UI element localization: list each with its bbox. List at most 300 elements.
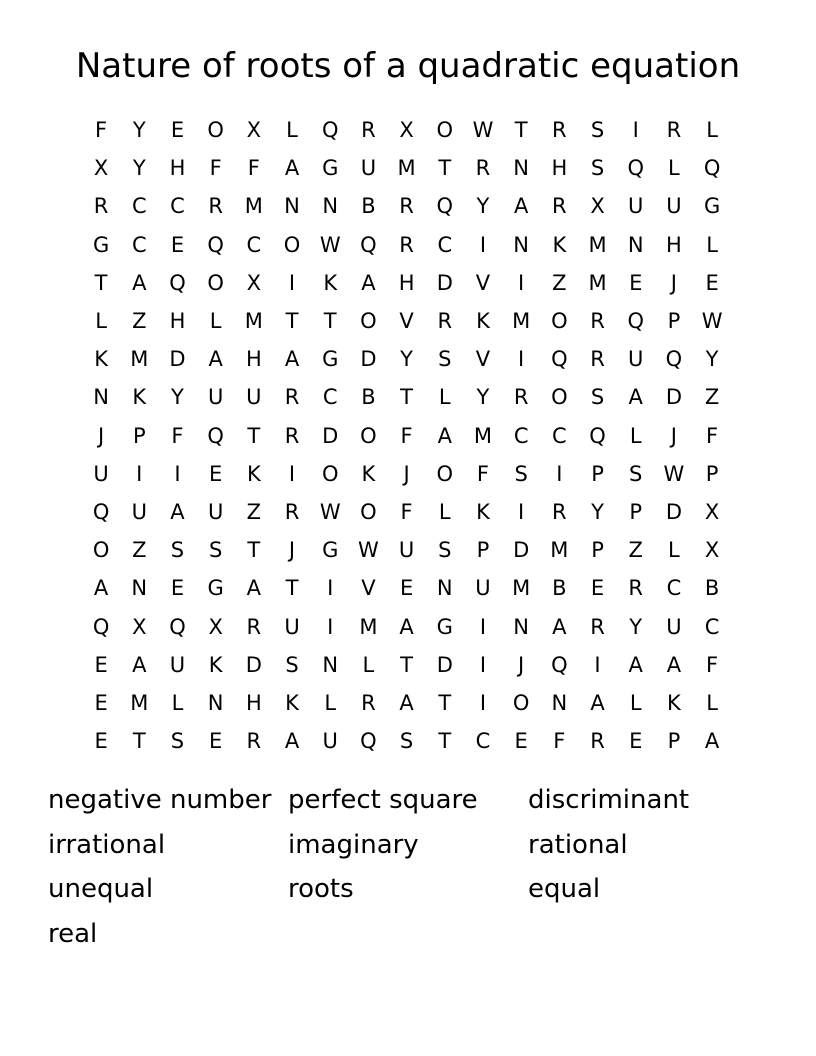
grid-letter: Y <box>132 156 146 181</box>
grid-letter: R <box>208 194 223 219</box>
grid-letter: C <box>475 729 491 754</box>
grid-letter: O <box>321 461 339 486</box>
grid-letter: N <box>513 156 530 181</box>
grid-letter: M <box>512 576 531 601</box>
grid-letter: R <box>590 347 605 372</box>
grid-letter: M <box>473 423 493 448</box>
grid-letter: J <box>518 652 525 677</box>
grid-letter: I <box>556 461 563 486</box>
grid-letter: U <box>207 385 224 410</box>
grid-letter: A <box>284 347 300 372</box>
grid-letter: C <box>322 385 338 410</box>
grid-letter: F <box>95 118 108 143</box>
grid-letter: N <box>513 614 530 639</box>
grid-letter: T <box>132 729 146 754</box>
grid-letter: R <box>666 118 682 143</box>
grid-letter: H <box>169 309 186 334</box>
grid-letter: T <box>400 652 413 677</box>
grid-letter: R <box>246 614 262 639</box>
grid-letter: V <box>399 309 414 334</box>
grid-letter: R <box>284 385 300 410</box>
grid-letter: Y <box>171 385 184 410</box>
grid-letter: X <box>208 614 223 639</box>
grid-letter: A <box>437 423 452 448</box>
grid-letter: V <box>475 347 491 372</box>
grid-letter: N <box>93 385 109 410</box>
grid-letter: L <box>438 385 451 410</box>
grid-letter: A <box>666 652 682 677</box>
grid-letter: L <box>171 690 184 715</box>
grid-letter: W <box>663 461 685 486</box>
grid-letter: F <box>171 423 184 448</box>
grid-letter: P <box>705 461 719 486</box>
grid-letter: D <box>169 347 186 372</box>
grid-letter: G <box>207 576 224 601</box>
grid-letter: E <box>170 576 185 601</box>
grid-letter: R <box>361 118 376 143</box>
word-list <box>48 778 768 956</box>
grid-letter: O <box>512 690 530 715</box>
grid-letter: L <box>668 538 680 563</box>
grid-letter: I <box>136 461 143 486</box>
grid-letter: O <box>92 538 110 563</box>
grid-letter: I <box>479 232 487 257</box>
grid-letter: Q <box>627 309 644 334</box>
grid-letter: K <box>476 309 490 334</box>
grid-letter: K <box>667 690 681 715</box>
grid-letter: K <box>285 690 299 715</box>
grid-letter: R <box>590 614 605 639</box>
grid-letter: R <box>437 309 453 334</box>
grid-letter: C <box>131 194 147 219</box>
grid-letter: U <box>93 461 109 486</box>
grid-letter: R <box>628 576 644 601</box>
grid-letter: F <box>553 729 566 754</box>
grid-letter: F <box>247 156 260 181</box>
grid-letter: Z <box>132 309 147 334</box>
grid-letter: H <box>398 270 415 295</box>
grid-letter: E <box>514 729 528 754</box>
word-list-item: roots <box>288 874 354 904</box>
grid-letter: O <box>360 423 377 448</box>
word-list-item: equal <box>528 874 601 904</box>
grid-letter: K <box>208 652 223 677</box>
grid-letter: Y <box>400 347 413 372</box>
grid-letter: J <box>97 423 105 448</box>
grid-letter: U <box>207 499 224 524</box>
grid-letter: K <box>323 270 338 295</box>
grid-letter: R <box>513 385 529 410</box>
grid-letter: N <box>627 232 644 257</box>
grid-letter: A <box>399 690 414 715</box>
grid-letter: A <box>628 385 643 410</box>
grid-letter: A <box>246 576 262 601</box>
grid-letter: B <box>361 385 376 410</box>
grid-letter: X <box>246 270 262 295</box>
grid-letter: P <box>591 461 604 486</box>
grid-letter: N <box>207 690 224 715</box>
grid-letter: R <box>93 194 109 219</box>
grid-letter: A <box>590 690 605 715</box>
grid-letter: L <box>706 690 718 715</box>
grid-letter: D <box>665 385 682 410</box>
word-list-item: imaginary <box>288 829 419 860</box>
grid-letter: O <box>207 118 224 143</box>
grid-letter: E <box>94 652 108 677</box>
grid-letter: I <box>174 461 181 486</box>
grid-letter: A <box>132 652 147 677</box>
grid-letter: O <box>207 270 224 295</box>
grid-letter: N <box>551 690 568 715</box>
grid-letter: Q <box>169 614 186 639</box>
grid-letter: L <box>324 690 337 715</box>
grid-letter: T <box>438 690 452 715</box>
grid-letter: A <box>208 347 223 372</box>
grid-letter: B <box>361 194 376 219</box>
grid-letter: T <box>285 309 299 334</box>
grid-letter: D <box>665 499 682 524</box>
grid-letter: M <box>359 614 378 639</box>
grid-letter: P <box>132 423 146 448</box>
grid-letter: X <box>704 538 720 563</box>
grid-letter: M <box>512 309 531 334</box>
grid-letter: V <box>361 576 376 601</box>
grid-letter: H <box>245 690 262 715</box>
grid-letter: E <box>170 232 185 257</box>
grid-letter: T <box>247 423 261 448</box>
grid-letter: P <box>476 538 490 563</box>
grid-letter: M <box>130 690 149 715</box>
grid-letter: O <box>283 232 301 257</box>
grid-letter: K <box>361 461 376 486</box>
grid-letter: W <box>701 309 723 334</box>
grid-letter: U <box>246 385 262 410</box>
grid-letter: Q <box>360 232 377 257</box>
grid-letter: C <box>170 194 185 219</box>
grid-letter: Q <box>92 614 110 639</box>
grid-letter: S <box>590 156 605 181</box>
grid-letter: W <box>358 538 379 563</box>
grid-letter: B <box>704 576 720 601</box>
grid-letter: Z <box>704 385 720 410</box>
grid-letter: E <box>629 729 643 754</box>
grid-letter: C <box>704 614 720 639</box>
grid-letter: L <box>706 118 718 143</box>
grid-letter: S <box>438 538 452 563</box>
grid-letter: Y <box>476 194 490 219</box>
grid-letter: R <box>475 156 491 181</box>
grid-letter: X <box>590 194 605 219</box>
grid-letter: O <box>551 385 568 410</box>
grid-letter: J <box>288 538 296 563</box>
grid-letter: G <box>436 614 453 639</box>
grid-letter: Q <box>627 156 644 181</box>
grid-letter: Y <box>132 118 146 143</box>
grid-letter: S <box>208 538 223 563</box>
grid-letter: Y <box>705 347 719 372</box>
grid-letter: E <box>590 576 605 601</box>
grid-letter: I <box>594 652 601 677</box>
grid-letter: I <box>479 690 487 715</box>
grid-letter: T <box>285 576 299 601</box>
grid-letter: W <box>319 499 341 524</box>
grid-letter: E <box>94 690 108 715</box>
grid-letter: S <box>170 538 185 563</box>
grid-letter: S <box>514 461 528 486</box>
grid-letter: U <box>360 156 377 181</box>
grid-letter: U <box>398 538 415 563</box>
grid-letter: E <box>170 118 185 143</box>
grid-letter: D <box>513 538 530 563</box>
grid-letter: A <box>132 270 147 295</box>
grid-letter: J <box>670 270 677 295</box>
grid-letter: G <box>703 194 721 219</box>
grid-letter: S <box>285 652 299 677</box>
grid-letter: Y <box>629 614 643 639</box>
grid-letter: P <box>667 309 681 334</box>
grid-letter: Z <box>246 499 262 524</box>
grid-letter: M <box>588 232 607 257</box>
grid-letter: H <box>551 156 568 181</box>
grid-letter: E <box>629 270 643 295</box>
grid-letter: L <box>706 232 718 257</box>
grid-letter: S <box>590 385 605 410</box>
grid-letter: O <box>360 309 377 334</box>
grid-letter: T <box>323 309 337 334</box>
grid-letter: Z <box>628 538 643 563</box>
grid-letter: A <box>513 194 529 219</box>
grid-letter: T <box>438 729 452 754</box>
grid-letter: I <box>479 652 487 677</box>
grid-letter: I <box>327 614 334 639</box>
grid-letter: E <box>209 461 223 486</box>
grid-letter: D <box>322 423 339 448</box>
word-list-item: real <box>48 918 98 949</box>
grid-letter: N <box>284 194 300 219</box>
grid-letter: I <box>518 347 525 372</box>
grid-letter: C <box>552 423 567 448</box>
grid-letter: N <box>131 576 148 601</box>
grid-letter: A <box>93 576 109 601</box>
grid-letter: U <box>475 576 491 601</box>
grid-letter: R <box>399 194 414 219</box>
grid-letter: J <box>403 461 410 486</box>
grid-letter: Q <box>92 499 110 524</box>
word-list-item: unequal <box>48 874 154 904</box>
grid-letter: X <box>132 614 147 639</box>
grid-letter: U <box>628 194 644 219</box>
grid-letter: U <box>628 347 644 372</box>
grid-letter: H <box>169 156 186 181</box>
grid-letter: M <box>397 156 416 181</box>
word-list-item: irrational <box>48 829 166 860</box>
grid-letter: P <box>667 729 681 754</box>
grid-letter: R <box>284 423 300 448</box>
grid-letter: Q <box>360 729 377 754</box>
grid-letter: D <box>245 652 262 677</box>
grid-letter: N <box>322 194 339 219</box>
grid-letter: T <box>438 156 452 181</box>
grid-letter: I <box>479 614 487 639</box>
letter-grid <box>82 111 731 760</box>
grid-letter: T <box>94 270 108 295</box>
grid-letter: Q <box>436 194 454 219</box>
grid-letter: T <box>514 118 528 143</box>
grid-letter: I <box>518 270 525 295</box>
grid-letter: Q <box>551 652 568 677</box>
grid-letter: Q <box>589 423 606 448</box>
grid-letter: K <box>552 232 567 257</box>
grid-letter: L <box>668 156 680 181</box>
grid-letter: H <box>666 232 682 257</box>
grid-letter: R <box>246 729 262 754</box>
grid-letter: Q <box>321 118 339 143</box>
grid-letter: O <box>436 118 454 143</box>
grid-letter: X <box>399 118 414 143</box>
grid-letter: I <box>288 461 296 486</box>
grid-letter: L <box>438 499 451 524</box>
grid-letter: W <box>472 118 494 143</box>
grid-letter: L <box>286 118 298 143</box>
grid-letter: I <box>632 118 639 143</box>
grid-letter: Z <box>552 270 567 295</box>
word-list-item: perfect square <box>288 785 478 815</box>
grid-letter: U <box>131 499 147 524</box>
grid-letter: K <box>476 499 490 524</box>
grid-letter: D <box>360 347 377 372</box>
grid-letter: Y <box>591 499 604 524</box>
grid-letter: K <box>94 347 108 372</box>
grid-letter: L <box>362 652 375 677</box>
grid-letter: A <box>628 652 643 677</box>
grid-letter: L <box>629 690 642 715</box>
grid-letter: B <box>552 576 567 601</box>
grid-letter: T <box>400 385 413 410</box>
grid-letter: K <box>246 461 261 486</box>
grid-letter: F <box>400 499 413 524</box>
grid-letter: R <box>552 499 567 524</box>
grid-letter: F <box>706 652 719 677</box>
grid-letter: S <box>590 118 605 143</box>
grid-letter: R <box>552 118 567 143</box>
grid-letter: R <box>361 690 376 715</box>
grid-letter: S <box>438 347 452 372</box>
grid-letter: S <box>170 729 185 754</box>
grid-letter: G <box>322 538 339 563</box>
grid-letter: F <box>476 461 490 486</box>
grid-letter: N <box>322 652 339 677</box>
grid-letter: R <box>284 499 300 524</box>
grid-letter: E <box>209 729 223 754</box>
grid-letter: E <box>94 729 108 754</box>
grid-letter: R <box>590 729 605 754</box>
grid-letter: Q <box>207 423 224 448</box>
word-list-item: negative number <box>48 785 272 815</box>
grid-letter: A <box>399 614 414 639</box>
grid-letter: A <box>284 156 300 181</box>
grid-letter: H <box>245 347 262 372</box>
grid-letter: D <box>436 652 453 677</box>
grid-letter: E <box>705 270 719 295</box>
grid-letter: I <box>327 576 334 601</box>
grid-letter: Y <box>476 385 490 410</box>
grid-letter: X <box>93 156 109 181</box>
word-list-item: discriminant <box>528 785 690 815</box>
grid-letter: C <box>513 423 529 448</box>
grid-letter: O <box>436 461 454 486</box>
grid-letter: W <box>319 232 341 257</box>
grid-letter: A <box>284 729 300 754</box>
grid-letter: C <box>246 232 262 257</box>
grid-letter: S <box>629 461 643 486</box>
grid-letter: A <box>361 270 376 295</box>
grid-letter: U <box>284 614 300 639</box>
grid-letter: O <box>551 309 568 334</box>
grid-letter: I <box>288 270 296 295</box>
grid-letter: C <box>666 576 682 601</box>
grid-letter: E <box>399 576 414 601</box>
grid-letter: C <box>131 232 147 257</box>
grid-letter: M <box>550 538 569 563</box>
grid-letter: J <box>670 423 677 448</box>
grid-letter: R <box>552 194 567 219</box>
grid-letter: Q <box>207 232 224 257</box>
grid-letter: U <box>169 652 186 677</box>
grid-letter: X <box>704 499 720 524</box>
grid-letter: C <box>437 232 453 257</box>
grid-letter: K <box>132 385 147 410</box>
grid-letter: S <box>399 729 414 754</box>
grid-letter: A <box>170 499 185 524</box>
grid-letter: M <box>244 194 263 219</box>
grid-letter: L <box>629 423 642 448</box>
grid-letter: M <box>588 270 607 295</box>
grid-letter: Q <box>665 347 683 372</box>
grid-letter: O <box>360 499 377 524</box>
grid-letter: L <box>209 309 222 334</box>
grid-letter: Q <box>169 270 186 295</box>
grid-letter: G <box>322 156 339 181</box>
grid-letter: F <box>706 423 719 448</box>
grid-letter: N <box>513 232 530 257</box>
grid-letter: U <box>666 614 682 639</box>
grid-letter: G <box>92 232 110 257</box>
grid-letter: A <box>552 614 567 639</box>
grid-letter: M <box>244 309 263 334</box>
grid-letter: P <box>591 538 604 563</box>
grid-letter: U <box>666 194 682 219</box>
grid-letter: D <box>436 270 453 295</box>
grid-letter: Q <box>703 156 721 181</box>
grid-letter: T <box>247 538 261 563</box>
grid-letter: V <box>475 270 491 295</box>
grid-letter: A <box>704 729 720 754</box>
grid-letter: N <box>436 576 453 601</box>
grid-letter: X <box>246 118 262 143</box>
grid-letter: P <box>629 499 643 524</box>
grid-letter: I <box>518 499 525 524</box>
grid-letter: U <box>322 729 338 754</box>
grid-letter: R <box>590 309 605 334</box>
grid-letter: G <box>322 347 339 372</box>
page-title: Nature of roots of a quadratic equation <box>75 46 741 86</box>
grid-letter: L <box>95 309 107 334</box>
grid-letter: R <box>399 232 414 257</box>
grid-letter: Z <box>132 538 147 563</box>
grid-letter: F <box>400 423 413 448</box>
grid-letter: M <box>130 347 149 372</box>
word-list-item: rational <box>528 829 628 860</box>
